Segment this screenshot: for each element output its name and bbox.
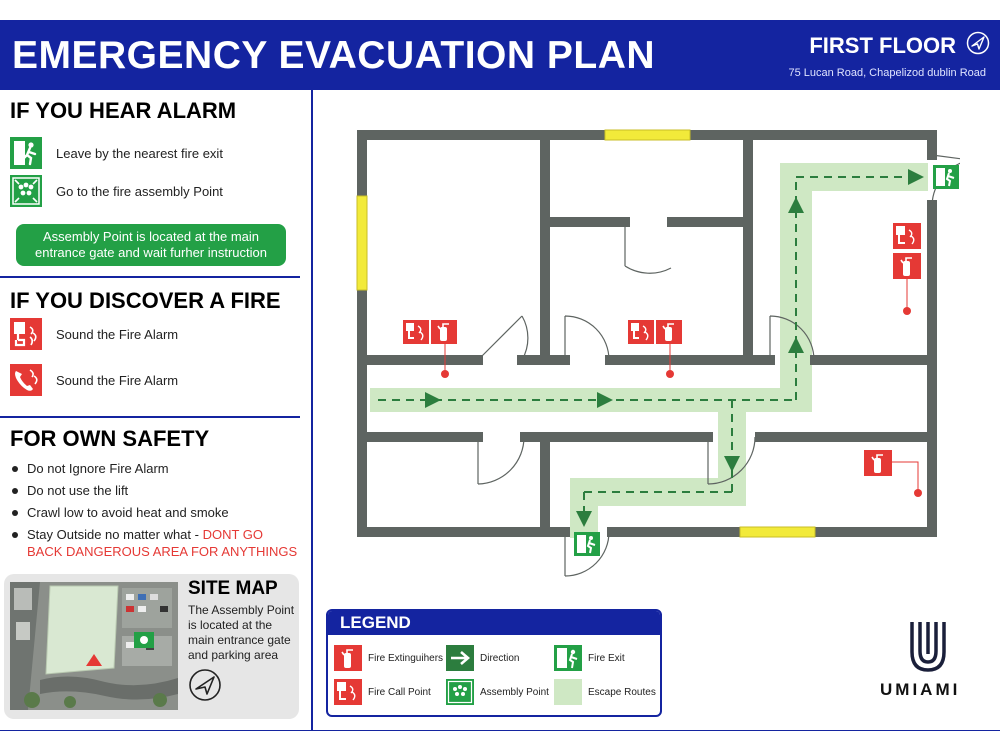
compass-icon [188,668,222,702]
legend-label: Fire Extinguihers [368,652,444,664]
legend-item [554,645,625,671]
floor-label: FIRST FLOOR [809,33,956,58]
fire-call-point-sign [893,223,921,249]
safety-item-text: Stay Outside no matter what - [27,527,203,542]
fire-exit-sign [933,165,959,189]
address: 75 Lucan Road, Chapelizod dublin Road [788,67,986,79]
compass-icon [966,31,990,55]
site-map-image [10,582,178,710]
discover-item [10,363,178,397]
alarm-section-title: IF YOU HEAR ALARM [10,98,237,123]
umiami-logo-icon [908,618,948,674]
fire-extinguisher-icon [334,645,362,671]
alarm-item-text: Leave by the nearest fire exit [56,145,223,161]
safety-item [12,526,302,560]
site-map-title: SITE MAP [188,578,278,599]
safety-section-title: FOR OWN SAFETY [10,426,210,451]
brand-logo [880,618,980,708]
fire-extinguisher-sign [431,320,457,344]
header-bar [0,20,1000,90]
discover-item-text: Sound the Fire Alarm [56,372,179,388]
legend-label: Escape Routes [588,686,656,698]
legend-title: LEGEND [328,611,660,635]
discover-item [10,317,178,351]
fire-exit-sign [574,532,600,556]
fire-call-point-icon [334,679,362,705]
legend-item [446,679,549,705]
assembly-point-note: Assembly Point is located at the main entrance gate and wait furher instruction [16,224,286,266]
direction-arrow-icon [446,645,474,671]
safety-warning: DONT GO BACK DANGEROUS AREA FOR ANYTHINGS [27,527,298,559]
safety-item: Crawl low to avoid heat and smoke [12,504,302,521]
discover-item-text: Sound the Fire Alarm [56,326,179,342]
fire-exit-icon [10,137,42,169]
equipment-marker [903,307,911,315]
brand-name: UMIAMI [880,680,961,699]
instructions-panel [0,90,313,730]
safety-list [12,460,302,565]
legend-item [334,679,431,705]
fire-call-point-icon [10,318,42,350]
legend-label: Assembly Point [480,686,549,698]
fire-call-point-sign [628,320,654,344]
site-map-description: The Assembly Point is located at the main entrance gate and parking area [188,603,295,662]
discover-section-title: IF YOU DISCOVER A FIRE [10,288,281,313]
direction-arrows [378,177,918,525]
page-title: EMERGENCY EVACUATION PLAN [12,34,656,77]
escape-routes [370,163,928,538]
legend-item [446,645,519,671]
legend-label: Fire Call Point [368,686,431,698]
alarm-item-text: Go to the fire assembly Point [56,183,223,199]
bottom-rule [0,730,1000,731]
safety-item: Do not Ignore Fire Alarm [12,460,302,477]
legend-label: Direction [480,652,520,664]
fire-extinguisher-sign [893,253,921,279]
fire-exit-icon [554,645,582,671]
fire-alarm-phone-icon [10,364,42,396]
equipment-marker [441,370,449,378]
legend-item [554,679,656,705]
legend-label: Fire Exit [588,652,625,664]
legend-item [334,645,443,671]
assembly-point-icon [446,679,474,705]
escape-route-swatch [554,679,582,705]
equipment-marker [914,489,922,497]
alarm-item [10,136,223,170]
fire-extinguisher-sign [864,450,892,476]
section-divider [0,416,300,418]
alarm-item [10,174,223,208]
site-map-panel [4,574,299,719]
section-divider [0,276,300,278]
safety-item: Do not use the lift [12,482,302,499]
legend-panel [326,609,662,717]
assembly-point-icon [10,175,42,207]
floor-plan [340,110,960,580]
equipment-marker [666,370,674,378]
fire-extinguisher-sign [656,320,682,344]
fire-call-point-sign [403,320,429,344]
